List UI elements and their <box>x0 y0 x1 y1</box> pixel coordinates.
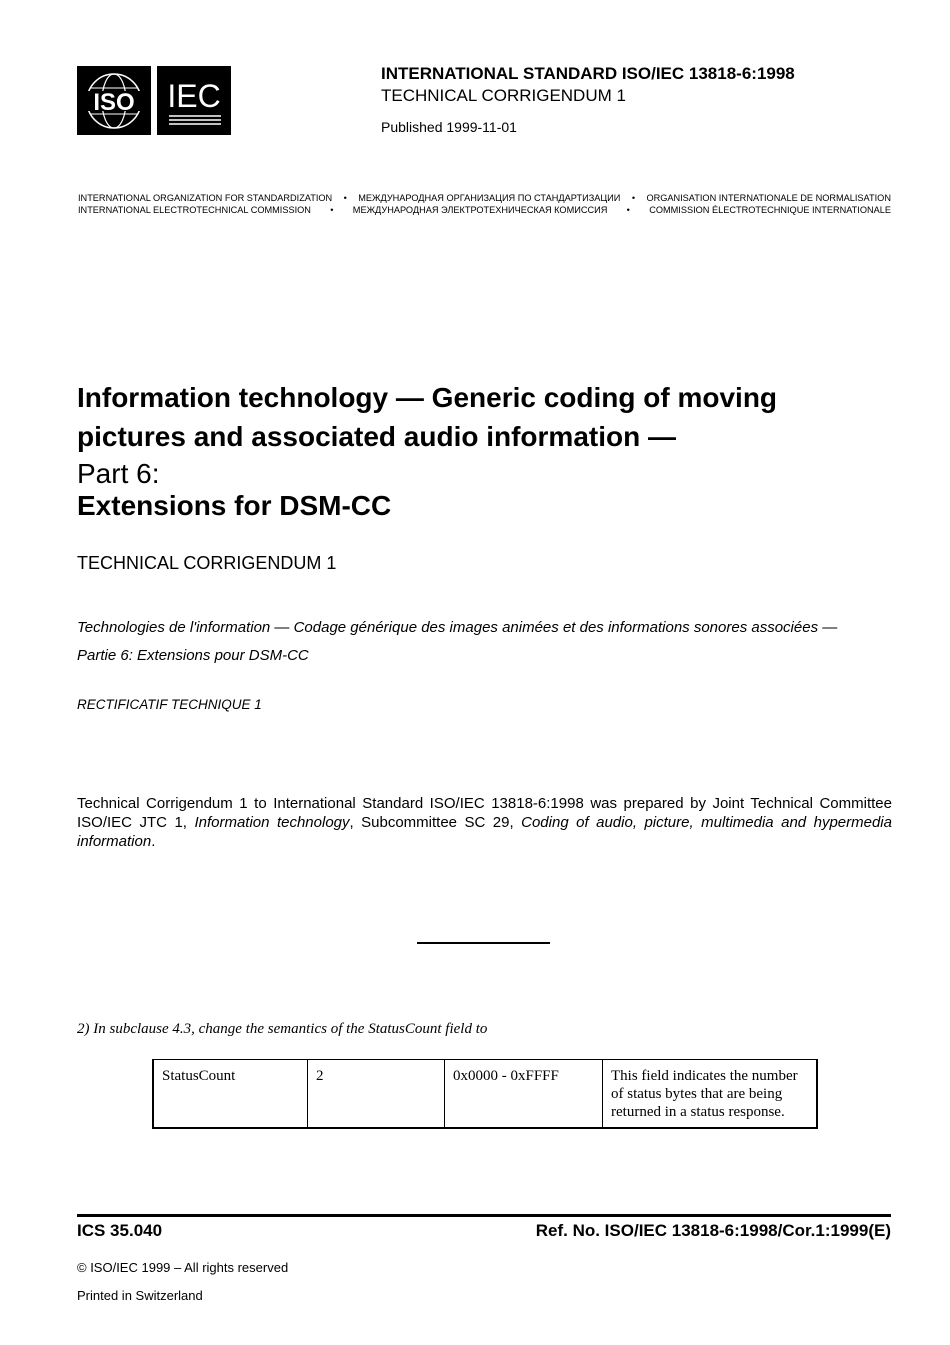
ics-code: ICS 35.040 <box>77 1221 163 1240</box>
org-iec-fr: COMMISSION ÉLECTROTECHNIQUE INTERNATIONALE <box>649 205 891 215</box>
bullet-separator: • <box>631 193 636 203</box>
para-text-1: Technical Corrigendum 1 to International Standard ISO/IEC 13818-6:1998 was prepared by Joint Technical Committee ISO/IEC JTC 1, <box>77 795 892 831</box>
printed-location: Printed in Switzerland <box>77 1288 203 1303</box>
org-iec-en: INTERNATIONAL ELECTROTECHNICAL COMMISSION <box>78 205 311 215</box>
standard-title: INTERNATIONAL STANDARD ISO/IEC 13818-6:1998 <box>381 64 795 83</box>
publication-date: Published 1999-11-01 <box>381 119 517 135</box>
para-italic-subcommittee: Coding of audio, picture, multimedia and hypermedia information <box>77 814 892 850</box>
organizations-line-2 <box>78 205 891 215</box>
para-text-3: . <box>151 833 156 850</box>
preparation-paragraph <box>77 794 892 851</box>
para-text-2: , Subcommittee SC 29, <box>349 814 522 831</box>
organizations-line-1 <box>78 193 891 203</box>
iso-logo-graphic <box>79 69 149 133</box>
document-title <box>77 378 917 456</box>
iec-logo <box>157 66 231 135</box>
iec-logo-text: IEC <box>167 77 221 114</box>
bullet-separator: • <box>343 193 347 203</box>
org-iec-ru: МЕЖДУНАРОДНАЯ ЭЛЕКТРОТЕХНИЧЕСКАЯ КОМИССИЯ <box>352 205 608 215</box>
semantics-table <box>152 1059 818 1129</box>
copyright-notice: © ISO/IEC 1999 – All rights reserved <box>77 1260 289 1275</box>
french-title-line-1: Technologies de l'information — Codage générique des images animées et des informations sonores associées — <box>77 619 838 636</box>
table-row <box>153 1060 817 1129</box>
section-divider <box>417 942 550 944</box>
iso-logo <box>77 66 151 135</box>
org-iso-fr: ORGANISATION INTERNATIONALE DE NORMALISATION <box>646 193 891 203</box>
corrigendum-label: TECHNICAL CORRIGENDUM 1 <box>77 553 337 573</box>
document-title-line-2: pictures and associated audio information — <box>77 421 676 452</box>
document-title-line-1: Information technology — Generic coding of moving <box>77 382 778 413</box>
iso-logo-text: ISO <box>93 88 135 116</box>
field-description-cell: This field indicates the number of status bytes that are being returned in a status response. <box>603 1060 818 1129</box>
field-size-cell: 2 <box>308 1060 445 1129</box>
bullet-separator: • <box>626 205 630 215</box>
field-name-cell: StatusCount <box>153 1060 308 1129</box>
french-corrigendum-label: RECTIFICATIF TECHNIQUE 1 <box>77 697 262 712</box>
part-title: Extensions for DSM-CC <box>77 490 392 521</box>
bullet-separator: • <box>330 205 334 215</box>
footer-rule <box>77 1214 891 1217</box>
corrigendum-subtitle: TECHNICAL CORRIGENDUM 1 <box>381 86 626 105</box>
part-label: Part 6: <box>77 458 160 489</box>
org-iso-en: INTERNATIONAL ORGANIZATION FOR STANDARDIZATION <box>78 193 333 203</box>
org-iso-ru: МЕЖДУНАРОДНАЯ ОРГАНИЗАЦИЯ ПО СТАНДАРТИЗАЦИИ <box>358 193 621 203</box>
french-title-line-2: Partie 6: Extensions pour DSM-CC <box>77 647 309 664</box>
french-title <box>77 614 907 670</box>
reference-number: Ref. No. ISO/IEC 13818-6:1998/Cor.1:1999(E) <box>535 1221 891 1240</box>
iec-logo-graphic <box>159 69 229 133</box>
para-italic-committee: Information technology <box>194 814 350 831</box>
change-instruction: 2) In subclause 4.3, change the semantics of the StatusCount field to <box>77 1021 488 1037</box>
field-range-cell: 0x0000 - 0xFFFF <box>445 1060 603 1129</box>
